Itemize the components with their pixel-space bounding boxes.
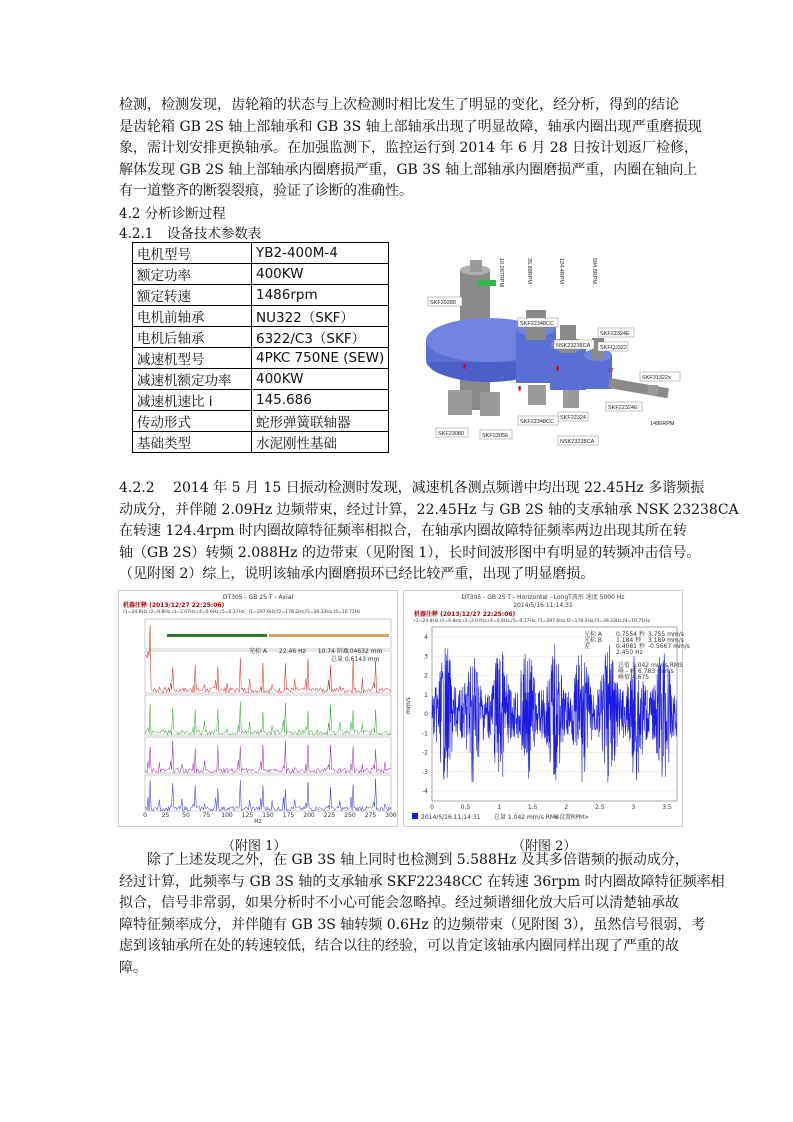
fig1-xtick: 250 [344,812,356,819]
fig2-ytick: -1 [422,730,428,738]
fig1-xtick: 100 [221,812,233,819]
label-skf22348cc-bot: SKF22348CC [520,419,554,425]
spec-value: YB2-400M-4 [252,243,389,264]
spec-value: 145.686 [252,390,389,411]
label-rpm-1: 10.287RPM [498,258,504,288]
fig1-xtick: 50 [182,812,190,819]
fig1-subheader: r1=24.8Hz,r2=9.8Hz,r3=2.07Hz,r4=0.6Hz,r5=0.17Hz，f1=297.6Hz,f2=178.2Hz,f3=39.33Hz,f4=10.71Hz [123,610,361,615]
gearbox-diagram-svg [418,250,688,450]
cursor-readout: 1.184 秒 [616,637,642,644]
spec-key: 电机前轴承 [133,306,252,327]
red-tag: ▮ [518,385,522,392]
spec-row [133,411,389,432]
waveform-stat: 总值 1.042 mm/s RMS [618,662,683,669]
text-line: 虑到该轴承所在处的转速较低，结合以往的经验，可以肯定该轴承内圈同样出现了严重的故 [119,938,679,954]
red-tag: ▮ [463,363,467,370]
section-heading-4-2-1: 4.2.1 设备技术参数表 [119,226,262,242]
fig2-xtick: 3.5 [662,804,672,811]
fig1-xtick: 200 [303,812,315,819]
fig2-subheader: r1=24.8Hz,r2=9.8Hz,r3=2.07Hz,r4=0.6Hz,r5=0.17Hz; f1=297.6Hz,f2=178.2Hz,f3=39.33Hz,f4=10.71Hz [414,619,650,624]
text-line: 障特征频率成分，并伴随有 GB 3S 轴转频 0.6Hz 的边频带束（见附图 3），虽然信号很弱，考 [119,916,706,933]
fig1-xtick: 225 [323,812,336,819]
spec-value: 6322/C3（SKF） [252,327,389,348]
text-line: 象，需计划安排更换轴承。在加强监测下，监控运行到 2014 年 6 月 28 日按计划返厂检修， [119,140,699,156]
fig2-xtick: 3 [631,804,636,811]
fig2-yunit: mm/s [405,697,412,714]
spec-row [133,264,389,285]
fig2-xtick: 0 [430,804,434,811]
text-line: 解体发现 GB 2S 轴上部轴承内圈磨损严重，GB 3S 轴上部轴承内圈磨损严重，内圈在轴向上 [119,161,698,178]
spec-row [133,243,389,264]
fig1-xtick: 125 [241,812,254,819]
text-line: 轴（GB 2S）转频 2.088Hz 的边带束（见附图 1），长时间波形图中有明显的转频冲击信号。 [119,544,701,561]
text-line: 除了上述发现之外，在 GB 3S 轴上同时也检测到 5.588Hz 及其多倍谐频的振动成分， [119,852,689,868]
text-line: 4.2.2 2014 年 5 月 15 日振动检测时发现，减速机各测点频谱中均出现 22.45Hz 多谐频振 [119,480,705,496]
cursor-readout: 2.450 Hz [616,649,643,656]
spec-row [133,348,389,369]
fig1-xtick: 175 [282,812,295,819]
label-skf23056: SKF23056 [482,433,508,439]
paragraph-4-2-2 [119,478,739,586]
text-line: 经过计算，此频率与 GB 3S 轴的支承轴承 SKF22348CC 在转速 36rpm 时内圈故障特征频率相 [119,873,725,890]
spec-row [133,432,389,453]
cursor-readout: -0.5667 mm/s [648,643,690,650]
fig1-header: 机器注释 (2013/12/27 22:25:06) [123,602,225,609]
spec-row [133,390,389,411]
cursor-readout: 光标 B [584,637,603,644]
bearing-block [448,390,472,415]
spec-key: 电机后轴承 [133,327,252,348]
legend-swatch [412,813,418,819]
text-line: （见附图 2）综上，说明该轴承内圈磨损环已经比较严重，出现了明显磨损。 [119,566,595,582]
fig1-xtick: 25 [161,812,170,819]
spec-value: 4PKC 750NE (SEW) [252,348,389,369]
trend-bar [269,634,389,637]
fig2-xtick: 0.5 [460,804,471,811]
text-line: 障。 [119,959,147,976]
spec-value: 蛇形弹簧联轴器 [252,411,389,432]
label-skf31322x: SKF31322x [642,375,671,381]
gearbox-diagram [418,250,688,450]
label-rpm-3: 124.4RPM [558,258,564,284]
text-line: 动成分，并伴随 2.09Hz 边频带束，经过计算，22.45Hz 与 GB 2S 轴的支承轴承 NSK 23238CA [119,501,739,518]
caption-figure-1: （附图 1） [222,839,287,854]
label-skf22324e-b: SKF22324E [608,405,638,411]
fig2-ytick: 4 [424,634,428,641]
paragraph-intro [119,95,702,203]
fig1-cursor: 光标 A 22.46 Hz 10.74 阶次 [249,648,349,655]
cursor-readout: 3.189 mm/s [648,637,684,644]
label-nsk23238ca-top: NSK23238CA [556,343,591,349]
green-marker [478,280,496,286]
figure-2-svg [404,591,690,826]
cursor-readout: 0.7554 秒 [616,631,645,638]
fig1-title: DT305 - GB 2S T - Axial [222,594,294,601]
coupling [648,385,658,395]
figure-1-spectrum [118,590,398,827]
fig2-title: DT305 - GB 2S T - Horizontal - LongT波形 速度 5000 Hz [461,594,625,601]
text-line: 在转速 124.4rpm 时内圈故障特征频率相拟合，在轴承内圈故障特征频率两边出现其所在转 [119,523,687,539]
fig1-amp: 0.04632 mm [344,648,383,655]
cursor-readout: 光标 A [584,631,603,638]
label-skf22324: SKF22324 [560,415,586,421]
bearing-block [480,392,500,416]
cursor-readout: 0.4081 秒 [616,643,645,650]
figure-2-waveform [403,590,690,827]
figure-1-svg [119,591,397,826]
spec-value: 400KW [252,369,389,390]
spec-key: 额定转速 [133,285,252,306]
fig2-ytick: 0 [424,711,428,718]
text-line: 是齿轮箱 GB 2S 轴上部轴承和 GB 3S 轴上部轴承出现了明显故障，轴承内圈出现严重磨损现 [119,118,702,135]
paragraph-gb3s [119,850,725,979]
spec-value: 1486rpm [252,285,389,306]
caption-figure-2: （附图 2） [512,839,577,854]
label-skf29280: SKF29280 [430,300,456,306]
fig1-xtick: 300 [385,812,397,819]
fig2-header: 机器注释 (2013/12/27 22:25:06) [414,611,516,618]
text-line: 拟合，信号非常弱，如果分析时不小心可能会忽略掉。经过频谱细化放大后可以清楚轴承故 [119,895,679,911]
label-input-rpm: 1486RPM [650,421,675,427]
spec-row [133,327,389,348]
spec-value: 400KW [252,264,389,285]
label-skf22348cc-top: SKF22348CC [520,321,554,327]
spec-key: 基础类型 [133,432,252,453]
fig1-xtick: 275 [364,812,377,819]
spec-value: 水泥刚性基础 [252,432,389,453]
red-tag: ▮ [556,365,560,372]
text-line: 检测，检测发现，齿轮箱的状态与上次检测时相比发生了明显的变化，经分析，得到的结论 [119,97,679,113]
fig1-total: 总量 0.6143 mm [331,656,380,663]
fig1-xtick: 150 [262,812,274,819]
fig2-xtick: 1 [497,804,502,811]
cursor-readout: 3.755 mm/s [648,631,684,638]
fig1-xtick: 75 [202,812,211,819]
spec-key: 电机型号 [133,243,252,264]
spec-row [133,369,389,390]
spec-key: 额定功率 [133,264,252,285]
spec-key: 传动形式 [133,411,252,432]
cursor-readout: 差 [584,643,591,650]
label-rpm-4: 594.8RPM [591,258,597,284]
spec-row [133,285,389,306]
shaft-cap [470,260,482,272]
bearing-block [563,390,579,408]
text-line: 有一道整齐的断裂裂痕，验证了诊断的准确性。 [119,183,413,199]
bearing-block [528,385,546,405]
fig2-footer-rpm: <设置RPM> [554,814,590,821]
fig2-xtick: 2 [564,804,569,811]
fig2-ytick: 3 [424,653,428,661]
section-heading-4-2: 4.2 分析诊断过程 [119,206,226,222]
label-skfqj322: SKFQJ322 [600,345,627,351]
fig2-ytick: 1 [424,691,428,699]
label-1t: 1T [608,368,615,374]
fig2-xtick: 2.5 [595,804,605,811]
waveform-stat: 峰值 4.675 [618,674,650,681]
fig1-xunit: Hz [254,818,262,825]
fig2-ytick: -2 [422,749,428,757]
label-rpm-2: 35.88RPM [526,258,532,284]
fig2-footer-date: 2014/5/16 11:14:31 [421,814,481,821]
label-skf23080: SKF23080 [438,431,464,437]
spec-row [133,306,389,327]
fig1-xtick: 0 [143,812,147,819]
spec-key: 减速机速比 i [133,390,252,411]
waveform-stat: 峰 - 峰 6.783 mm/s [618,668,674,675]
fig2-ytick: -3 [422,768,428,776]
equipment-spec-table [132,242,389,453]
spec-key: 减速机型号 [133,348,252,369]
fig2-date: 2014/5/16 11:14:31 [513,602,573,609]
trend-bar [167,634,267,637]
fig2-ytick: 2 [424,672,428,680]
fig2-xtick: 1.5 [527,804,538,811]
spec-key: 减速机额定功率 [133,369,252,390]
label-skf22324e-a: SKF22324E [600,331,630,337]
spec-value: NU322（SKF） [252,306,389,327]
fig2-footer-total: 总量 1.042 mm/s RMS [494,814,559,821]
label-nsk23238ca-bot: NSK23238CA [560,439,595,445]
fig2-ytick: -4 [422,788,428,795]
